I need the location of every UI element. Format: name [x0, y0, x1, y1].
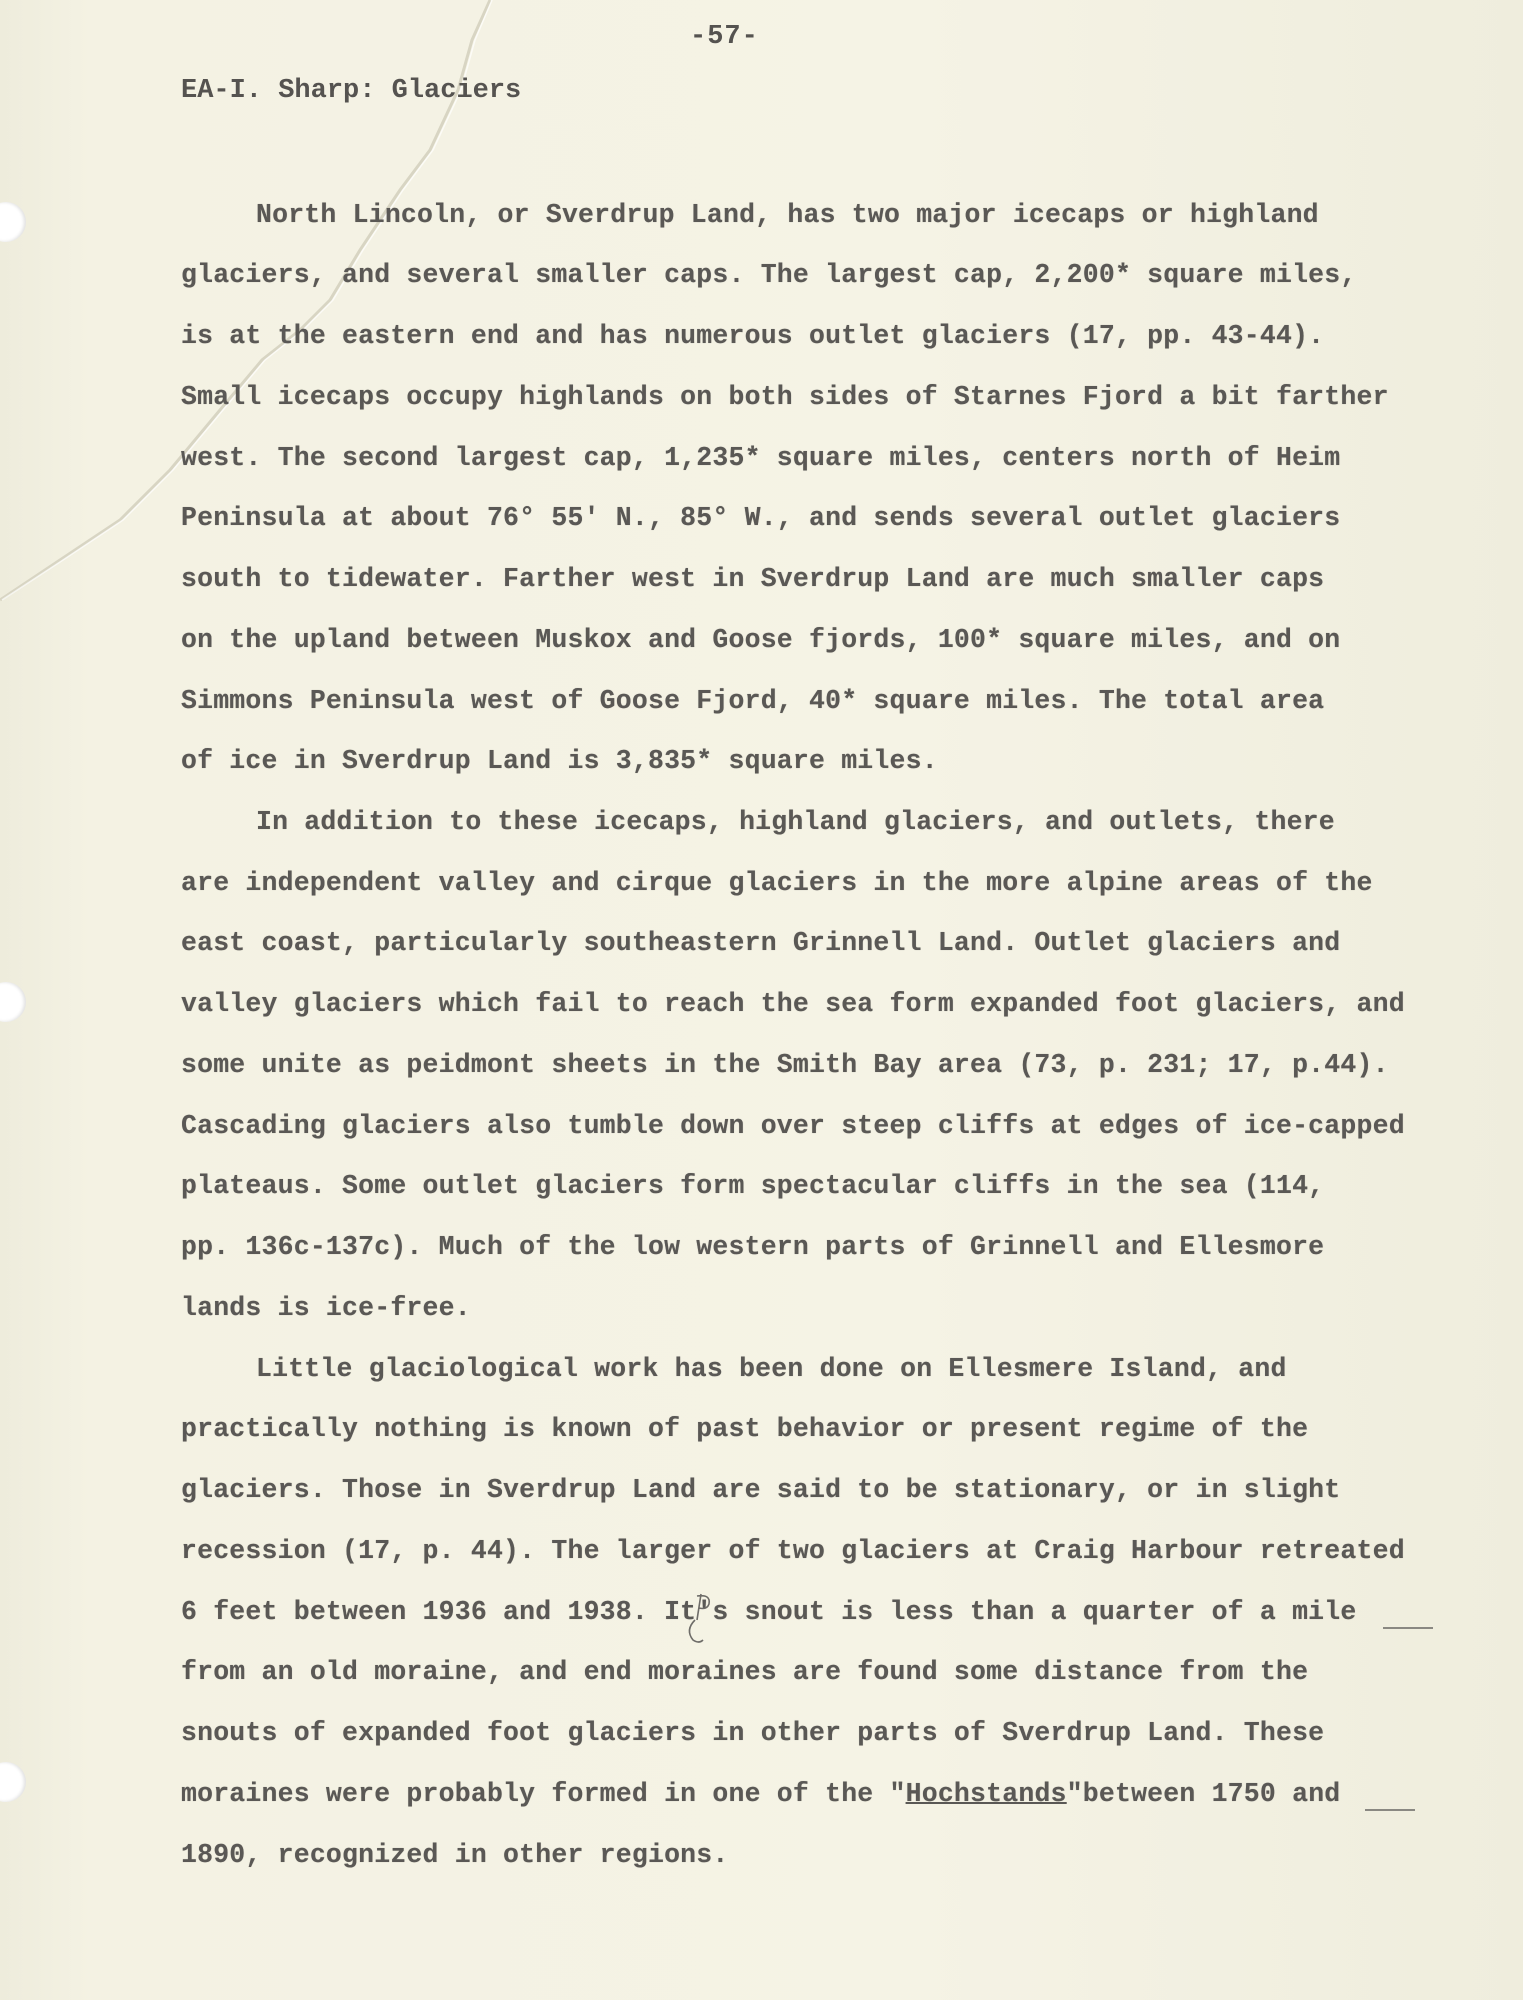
- text-line: glaciers, and several smaller caps. The largest cap, 2,200* square miles,: [181, 260, 1357, 290]
- text-segment: moraines were probably formed in one of the ": [181, 1779, 906, 1809]
- text-segment: "between 1750 and: [1066, 1779, 1341, 1809]
- margin-mark: [1383, 1627, 1433, 1629]
- text-line: are independent valley and cirque glaciers in the more alpine areas of the: [181, 868, 1373, 898]
- text-line: snouts of expanded foot glaciers in other parts of Sverdrup Land. These: [181, 1718, 1325, 1748]
- text-line: on the upland between Muskox and Goose fjords, 100* square miles, and on: [181, 625, 1341, 655]
- text-line: Little glaciological work has been done on Ellesmere Island, and: [256, 1354, 1287, 1384]
- text-line: practically nothing is known of past behavior or present regime of the: [181, 1414, 1309, 1444]
- punch-hole-middle: [0, 982, 26, 1022]
- handwritten-correction-mark: [681, 1590, 717, 1650]
- text-line: pp. 136c-137c). Much of the low western parts of Grinnell and Ellesmore: [181, 1232, 1325, 1262]
- text-line: 1890, recognized in other regions.: [181, 1840, 729, 1870]
- text-line: west. The second largest cap, 1,235* square miles, centers north of Heim: [181, 443, 1341, 473]
- text-line: [181, 1779, 1340, 1809]
- punch-hole-bottom: [0, 1762, 26, 1802]
- text-line: 6 feet between 1936 and 1938. It's snout is less than a quarter of a mile: [181, 1597, 1357, 1627]
- text-line: Peninsula at about 76° 55' N., 85° W., and sends several outlet glaciers: [181, 503, 1341, 533]
- text-line: from an old moraine, and end moraines are found some distance from the: [181, 1657, 1309, 1687]
- underlined-term: Hochstands: [905, 1779, 1067, 1809]
- text-line: Simmons Peninsula west of Goose Fjord, 40* square miles. The total area: [181, 686, 1325, 716]
- text-line: North Lincoln, or Sverdrup Land, has two major icecaps or highland: [256, 200, 1319, 230]
- margin-mark: [1365, 1809, 1415, 1811]
- text-line: recession (17, p. 44). The larger of two glaciers at Craig Harbour retreated: [181, 1536, 1405, 1566]
- text-line: south to tidewater. Farther west in Sverdrup Land are much smaller caps: [181, 564, 1325, 594]
- text-line: lands is ice-free.: [181, 1293, 471, 1323]
- document-header: EA-I. Sharp: Glaciers: [181, 76, 522, 106]
- text-line: In addition to these icecaps, highland glaciers, and outlets, there: [256, 807, 1335, 837]
- text-line: glaciers. Those in Sverdrup Land are said to be stationary, or in slight: [181, 1475, 1341, 1505]
- text-line: east coast, particularly southeastern Grinnell Land. Outlet glaciers and: [181, 928, 1341, 958]
- text-line: plateaus. Some outlet glaciers form spectacular cliffs in the sea (114,: [181, 1171, 1325, 1201]
- page-number: -57-: [690, 22, 759, 52]
- text-line: some unite as peidmont sheets in the Smith Bay area (73, p. 231; 17, p.44).: [181, 1050, 1389, 1080]
- text-line: of ice in Sverdrup Land is 3,835* square miles.: [181, 746, 938, 776]
- text-line: Cascading glaciers also tumble down over steep cliffs at edges of ice-capped: [181, 1111, 1405, 1141]
- text-line: valley glaciers which fail to reach the sea form expanded foot glaciers, and: [181, 989, 1405, 1019]
- text-line: Small icecaps occupy highlands on both sides of Starnes Fjord a bit farther: [181, 382, 1389, 412]
- text-line: is at the eastern end and has numerous outlet glaciers (17, pp. 43-44).: [181, 321, 1325, 351]
